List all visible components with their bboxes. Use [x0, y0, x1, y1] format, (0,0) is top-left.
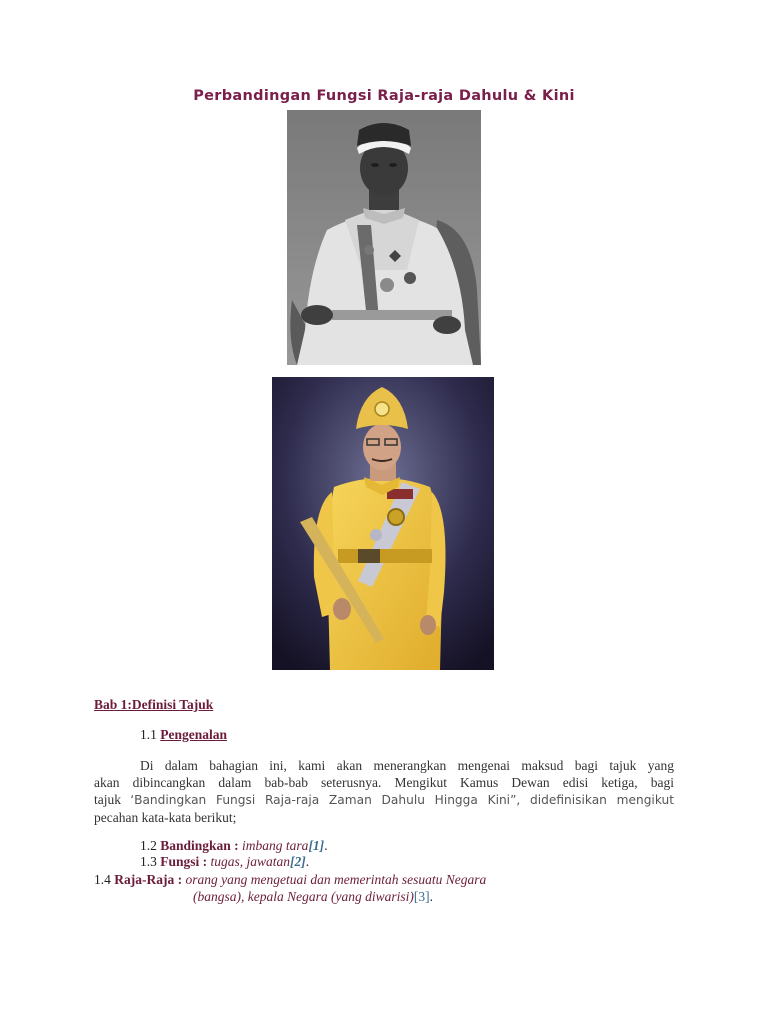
- footnote-ref-3[interactable]: [3]: [413, 889, 430, 904]
- paragraph-line-3: [94, 791, 674, 809]
- definition-term: Bandingkan :: [160, 838, 239, 853]
- chapter-heading: Bab 1:Definisi Tajuk: [94, 697, 214, 712]
- paragraph-line-2: akan dibincangkan dalam bab-bab seterusnya. Mengikut Kamus Dewan edisi ketiga, bagi: [94, 775, 674, 790]
- definition-meaning: orang yang mengetuai dan memerintah sesuatu Negara: [185, 872, 487, 887]
- intro-paragraph: [94, 757, 674, 826]
- document-title: Perbandingan Fungsi Raja-raja Dahulu & Kini: [193, 88, 575, 104]
- historic-ruler-portrait: [287, 110, 481, 365]
- definition-end: .: [429, 889, 433, 904]
- definition-term: Raja-Raja :: [114, 872, 183, 887]
- definition-number: 1.3: [140, 854, 157, 869]
- section-number: 1.1: [140, 727, 157, 742]
- definition-term: Fungsi :: [160, 854, 208, 869]
- footnote-ref-1[interactable]: [1]: [308, 838, 325, 853]
- paragraph-line-4: pecahan kata-kata berikut;: [94, 810, 237, 825]
- section-heading: [140, 727, 227, 743]
- definition-number: 1.2: [140, 838, 157, 853]
- definition-meaning: imbang tara: [242, 838, 309, 853]
- quoted-title: ‘Bandingkan Fungsi Raja-raja Zaman Dahulu Hingga Kini”, didefinisikan mengikut: [130, 793, 675, 807]
- definition-raja-raja-continued: [193, 889, 433, 905]
- definition-bandingkan: [140, 838, 328, 854]
- paragraph-line-1: Di dalam bahagian ini, kami akan menerangkan mengenai maksud bagi tajuk yang: [140, 758, 674, 773]
- section-title: Pengenalan: [160, 727, 228, 742]
- definition-raja-raja: [94, 872, 486, 888]
- definition-number: 1.4: [94, 872, 111, 887]
- definition-meaning-continued: (bangsa), kepala Negara (yang diwarisi): [193, 889, 414, 904]
- current-ruler-portrait: [272, 377, 494, 670]
- definition-meaning: tugas, jawatan: [210, 854, 291, 869]
- footnote-ref-2[interactable]: [2]: [290, 854, 306, 869]
- paragraph-line-3-prefix: tajuk: [94, 792, 131, 807]
- definition-fungsi: [140, 854, 309, 870]
- definition-end: .: [305, 854, 310, 869]
- definition-end: .: [324, 838, 328, 853]
